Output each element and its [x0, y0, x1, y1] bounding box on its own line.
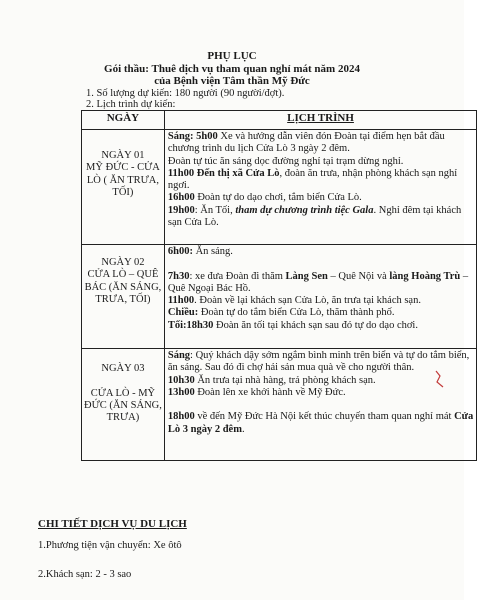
plan-text: 19h00: [167, 204, 195, 216]
plan-text: 11h00 Đến thị xã Cửa Lò: [167, 167, 280, 179]
plan-line: [168, 424, 473, 436]
table-header-row: [82, 111, 477, 130]
plan-line: [168, 362, 473, 374]
plan-text: ngơi.: [167, 180, 190, 192]
details-title: CHI TIẾT DỊCH VỤ DU LỊCH: [38, 518, 187, 530]
day-label-line: ĐỨC (ĂN SÁNG,: [84, 399, 162, 411]
plan-text: Đoàn tự do dạo chơi, tắm biển Cửa Lò.: [194, 192, 362, 204]
day-label-line: LÒ ( ĂN TRƯA,: [86, 174, 159, 186]
plan-text: Đoàn tự do tắm biển Cửa Lò, thăm thành phố.: [198, 307, 395, 319]
plan-text: : Ăn Tối,: [194, 204, 236, 216]
plan-line: [168, 350, 473, 362]
table-row: [82, 245, 477, 349]
plan-text: 6h00:: [167, 246, 193, 257]
plan-text: Sáng: [167, 350, 191, 361]
plan-text: .: [241, 423, 245, 435]
day-label-line: NGÀY 02: [101, 257, 145, 268]
plan-text: làng Hoàng Trù: [389, 270, 461, 282]
plan-line: [168, 258, 473, 270]
hotel-detail: 2.Khách sạn: 2 - 3 sao: [38, 569, 132, 580]
plan-text: Đoàn lên xe khởi hành về Mỹ Đức.: [194, 386, 346, 398]
day-label-line: NGÀY 03: [101, 363, 145, 374]
plan-line: [168, 375, 473, 387]
plan-text: Quê Ngoại Bác Hồ.: [167, 282, 251, 294]
plan-text: : Quý khách dậy sớm ngắm bình minh trên biển và tự do tắm biển,: [190, 350, 470, 361]
plan-line: [168, 131, 473, 143]
plan-text: chương trình du lịch Cửa Lò 3 ngày 2 đêm.: [167, 143, 350, 155]
column-header-day: NGÀY: [82, 111, 165, 130]
plan-text: ăn sáng. Sau đó đi chợ hải sản mua quà về cho người thân.: [167, 362, 415, 374]
organization-title: của Bệnh viện Tâm thần Mỹ Đức: [154, 75, 310, 87]
plan-text: Sáng: 5h00: [167, 131, 218, 142]
plan-text: Cửa: [454, 411, 474, 423]
handwritten-check-mark: [434, 368, 446, 390]
plan-line: [168, 246, 473, 258]
table-row: [82, 130, 477, 245]
package-title: Gói thầu: Thuê dịch vụ tham quan nghỉ mát năm 2024: [104, 63, 360, 75]
plan-line: [168, 307, 473, 319]
plan-line: [168, 217, 473, 229]
day-label-line: MỸ ĐỨC - CỬA: [86, 162, 160, 174]
plan-text: Xe và hướng dẫn viên đón Đoàn tại điểm hẹn bắt đầu: [217, 131, 445, 142]
plan-line: [168, 180, 473, 192]
plan-text: 7h30: [167, 270, 190, 282]
plan-text: –: [460, 270, 469, 282]
plan-line: [168, 320, 473, 332]
plan-line: [168, 295, 473, 307]
plan-line: [168, 192, 473, 204]
day-label-line: CỬA LÒ – QUÊ: [87, 269, 159, 281]
plan-cell: [164, 130, 476, 245]
table-row: [82, 349, 477, 461]
day-label-line: TRƯA, TỐI): [95, 293, 151, 305]
plan-text: 16h00: [167, 192, 195, 204]
plan-text: 11h00: [167, 295, 195, 307]
plan-text: Lò 3 ngày 2 đêm: [167, 423, 242, 435]
day-cell: [82, 130, 165, 245]
day-label-line: BÁC (ĂN SÁNG,: [84, 281, 162, 293]
plan-text: Ăn trưa tại nhà hàng, trả phòng khách sạn.: [194, 374, 376, 386]
plan-text: 10h30: [167, 374, 195, 386]
day-label-line: NGÀY 01: [101, 150, 145, 161]
plan-text: : xe đưa Đoàn đi thăm: [189, 270, 286, 282]
plan-text: Đoàn ăn tối tại khách sạn sau đó tự do dạo chơi.: [213, 319, 418, 331]
column-header-plan: LỊCH TRÌNH: [164, 111, 476, 130]
plan-cell: [164, 349, 476, 461]
plan-text: – Quê Nội và: [327, 270, 390, 282]
plan-text: Làng Sen: [285, 270, 328, 282]
plan-line: [168, 168, 473, 180]
schedule-table: [81, 110, 477, 461]
day-label-line: CỬA LÒ - MỸ: [90, 387, 156, 399]
day-label-line: TRƯA): [106, 412, 140, 424]
plan-text: tham dự chương trình tiệc Gala: [235, 204, 374, 216]
document-title: PHỤ LỤC: [207, 50, 257, 62]
plan-cell: [164, 245, 476, 349]
transport-detail: 1.Phương tiện vận chuyển: Xe ôtô: [38, 540, 182, 551]
plan-text: 13h00: [167, 386, 195, 398]
plan-line: [168, 283, 473, 295]
plan-text: về đến Mỹ Đức Hà Nội kết thúc chuyến tham quan nghỉ mát: [194, 411, 455, 423]
plan-text: Đoàn tự túc ăn sáng dọc đường nghỉ tại trạm dừng nghỉ.: [167, 155, 404, 167]
plan-line: [168, 156, 473, 168]
plan-text: . Nghỉ đêm tại khách: [373, 204, 462, 216]
plan-line: [168, 387, 473, 399]
plan-line: [168, 399, 473, 411]
plan-line: [168, 143, 473, 155]
day-cell: [82, 349, 165, 461]
day-label-line: [84, 375, 162, 387]
plan-line: [168, 271, 473, 283]
plan-text: sạn Cửa Lò.: [167, 217, 219, 229]
plan-text: Chiều:: [167, 307, 199, 319]
plan-text: Ăn sáng.: [192, 246, 233, 257]
plan-text: 18h00: [167, 411, 195, 423]
plan-text: . Đoàn về lại khách sạn Cửa Lò, ăn trưa tại khách sạn.: [194, 295, 421, 307]
schedule-heading: 2. Lịch trình dự kiến:: [86, 99, 176, 110]
plan-line: [168, 205, 473, 217]
participant-count: 1. Số lượng dự kiến: 180 người (90 người/đợt).: [86, 88, 285, 99]
plan-text: , đoàn ăn trưa, nhận phòng khách sạn nghỉ: [279, 167, 458, 179]
plan-text: Tối:18h30: [167, 319, 214, 331]
day-cell: [82, 245, 165, 349]
day-label-line: TỐI): [112, 186, 134, 198]
plan-line: [168, 411, 473, 423]
